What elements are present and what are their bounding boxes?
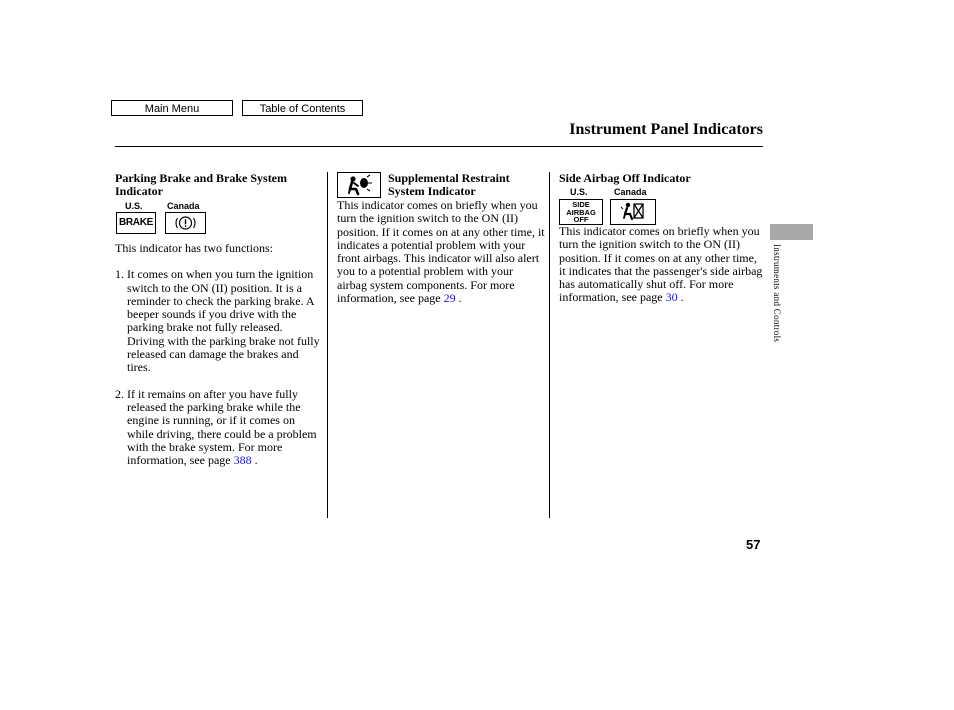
brake-circle-exclamation-icon bbox=[165, 212, 206, 234]
srs-body: This indicator comes on briefly when you turn the ignition switch to the ON (II) position. If it comes on at any other time, it indicates a potential problem with your front airbags. This indicator will also alert you to a potential problem with your airbag system components. For more information, see page 29 . bbox=[337, 198, 545, 306]
region-us-label: U.S. bbox=[570, 187, 588, 197]
column-divider-2 bbox=[549, 172, 550, 518]
parking-brake-intro: This indicator has two functions: bbox=[115, 241, 273, 255]
section-side-label: Instruments and Controls bbox=[772, 244, 782, 343]
region-us-label: U.S. bbox=[125, 201, 143, 211]
page-title: Instrument Panel Indicators bbox=[569, 121, 763, 138]
region-canada-label: Canada bbox=[167, 201, 200, 211]
page-number: 57 bbox=[746, 537, 761, 552]
side-airbag-heading: Side Airbag Off Indicator bbox=[559, 171, 691, 185]
page-link-30[interactable]: 30 bbox=[665, 290, 678, 305]
srs-airbag-seated-person-icon bbox=[337, 172, 381, 198]
side-airbag-off-text-icon: SIDE AIRBAG OFF bbox=[559, 199, 603, 225]
srs-section bbox=[337, 199, 545, 305]
parking-brake-section bbox=[115, 172, 321, 467]
column-divider-1 bbox=[327, 172, 328, 518]
srs-heading-block bbox=[388, 172, 544, 198]
title-divider bbox=[115, 146, 763, 147]
list-item: 2. If it remains on after you have fully released the parking brake while the engine is running, or if it comes on while driving, there could be a problem with the brake system. For more information, see page 388 . bbox=[115, 386, 317, 468]
srs-heading: Supplemental Restraint System Indicator bbox=[388, 171, 510, 198]
page-link-29[interactable]: 29 bbox=[443, 291, 456, 306]
table-of-contents-button[interactable]: Table of Contents bbox=[242, 100, 363, 116]
page-link-388[interactable]: 388 bbox=[233, 453, 252, 468]
side-airbag-body: This indicator comes on briefly when you turn the ignition switch to the ON (II) position. If it comes on at any other time, it indicates that the passenger's side airbag has automatically shut off. For more information, see page 30 . bbox=[559, 224, 763, 305]
section-tab-marker bbox=[770, 224, 813, 240]
side-airbag-off-symbol-icon bbox=[610, 199, 656, 225]
main-menu-button[interactable]: Main Menu bbox=[111, 100, 233, 116]
parking-brake-heading: Parking Brake and Brake System Indicator bbox=[115, 171, 288, 198]
list-item: 1. It comes on when you turn the ignition switch to the ON (II) position. It is a reminder to check the parking brake. A beeper sounds if you drive with the parking brake not fully released. Driving with the parking brake not fully released can damage the brakes and tires. bbox=[115, 267, 320, 375]
side-airbag-section bbox=[559, 171, 765, 305]
region-canada-label: Canada bbox=[614, 187, 647, 197]
brake-text-icon: BRAKE bbox=[116, 212, 156, 234]
